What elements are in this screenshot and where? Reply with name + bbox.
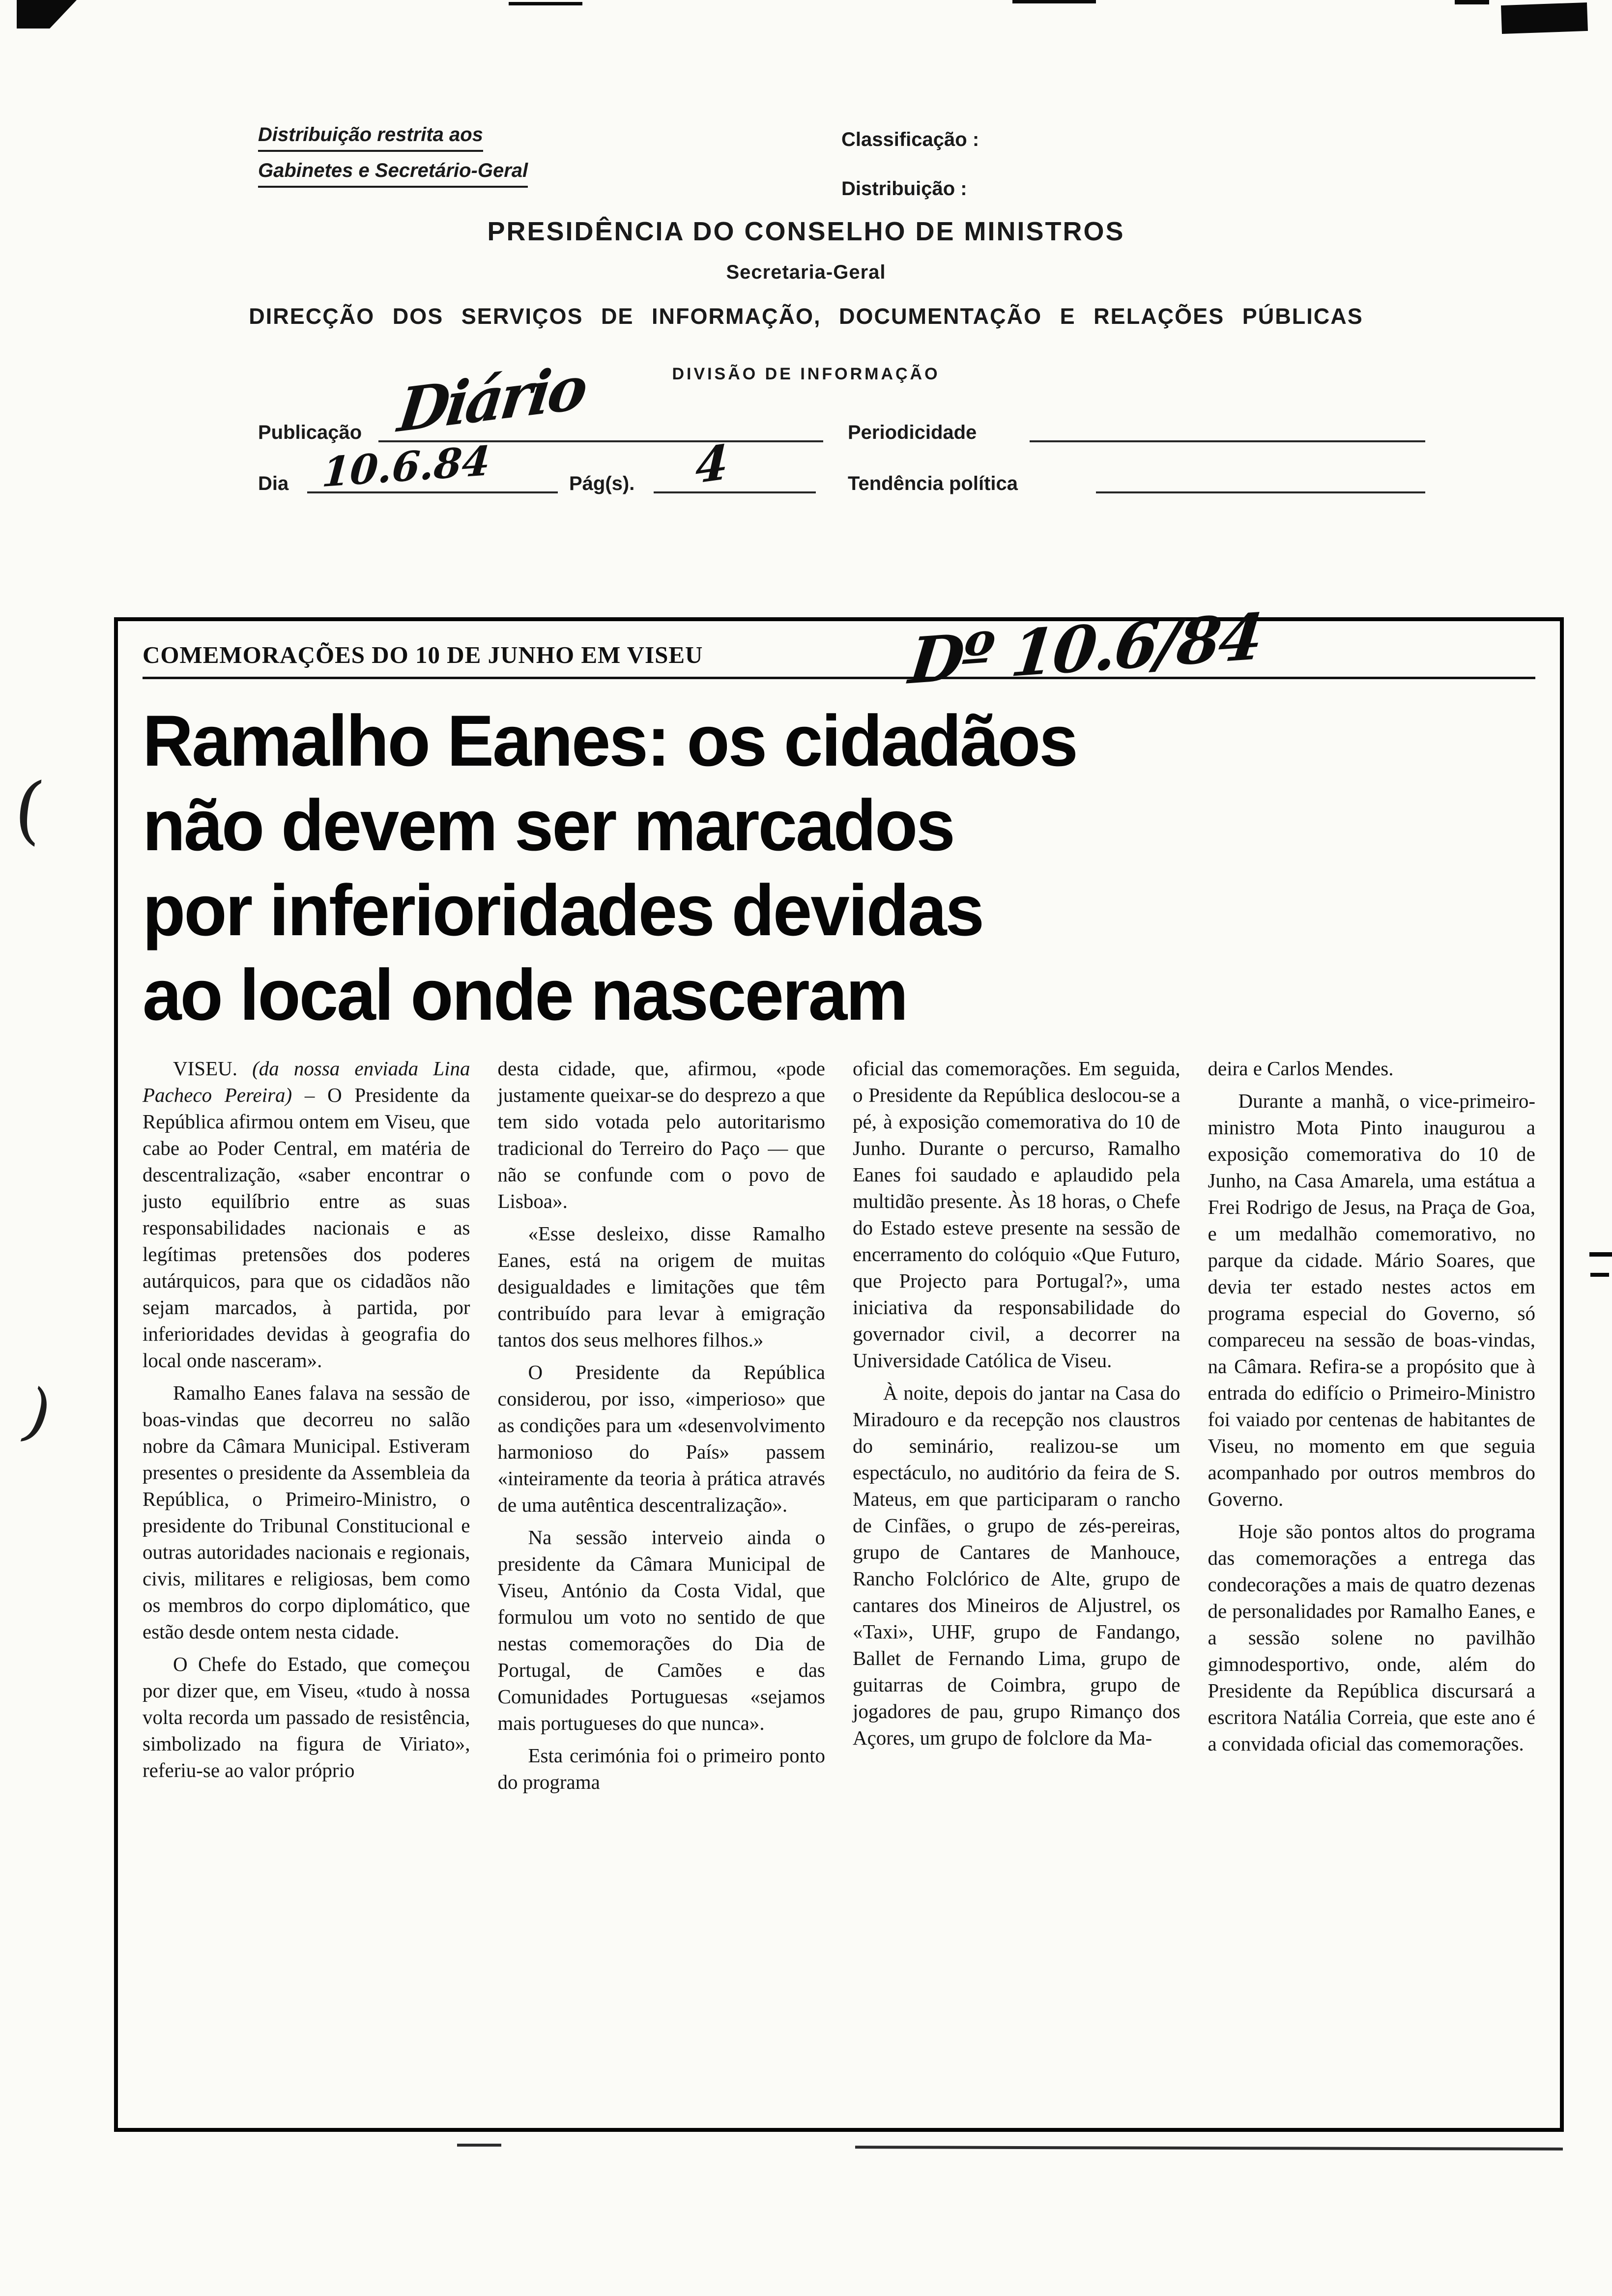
kicker-row xyxy=(143,600,1535,699)
publication-label: Publicação xyxy=(258,422,362,443)
scan-dash-top-center-2 xyxy=(1012,0,1096,3)
article-paragraph: O Presidente da República considerou, por isso, «imperioso» que as condições para um «desenvolvimento harmonioso do País» passem «inteiramente da teoria à prática através de uma autêntica descentralização». xyxy=(497,1361,825,1517)
article-paragraph: Durante a manhã, o vice-primeiro-ministro Mota Pinto inaugurou a exposição comemorativa do 10 de Junho, na Casa Amarela, uma estátua a Frei Rodrigo de Jesus, na Praça de Goa, e um medalhão comemorativo, no parque da cidade. Mário Soares, que devia ter estado nestes actos em programa especial do Governo, só compareceu na sessão de boas-vindas, na Câmara. Refira-se a propósito que à entrada do edifício o Primeiro-Ministro foi vaiado por centenas de habitantes de Viseu, no momento em que seguia acompanhado por outros membros do Governo. xyxy=(1208,1090,1535,1511)
tendency-label: Tendência política xyxy=(848,473,1018,494)
article-paragraph: Esta cerimónia foi o primeiro ponto do programa xyxy=(497,1744,825,1794)
article-paragraph: oficial das comemorações. Em seguida, o Presidente da República deslocou-se a pé, à exposição comemorativa do 10 de Junho. Durante o percurso, Ramalho Eanes foi saudado e aplaudido pela multidão presente. Às 18 horas, o Chefe do Estado esteve presente na sessão de encerramento do colóquio «Que Futuro, que Projecto para Portugal?», uma iniciativa da responsabilidade do governador civil, a decorrer na Universidade Católica de Viseu. xyxy=(853,1057,1180,1372)
article-column-1 xyxy=(143,1055,470,1801)
headline-line-3: por inferioridades devidas xyxy=(143,870,983,951)
scan-dash-bottom-2 xyxy=(457,2144,501,2147)
pen-margin-mark-open: ( xyxy=(10,765,48,854)
headline-line-2: não devem ser marcados xyxy=(143,785,954,866)
scan-dash-right-edge xyxy=(1589,1252,1612,1257)
org-title: PRESIDÊNCIA DO CONSELHO DE MINISTROS xyxy=(487,217,1125,246)
classification-label: Classificação : xyxy=(841,129,979,150)
article-paragraph: Hoje são pontos altos do programa das comemorações a entrega das condecorações a mais de quatro dezenas de personalidades por Ramalho Eanes, e a sessão solene no pavilhão gimnodesportivo, onde, além do Presidente da República discursará a escritora Natália Correia, que este ano é a convidada oficial das comemorações. xyxy=(1208,1520,1535,1755)
day-label: Dia xyxy=(258,473,289,494)
headline-line-1: Ramalho Eanes: os cidadãos xyxy=(143,701,1077,781)
day-handwritten-value: 10.6.84 xyxy=(320,437,492,497)
tendency-field-line xyxy=(1096,462,1425,493)
article-paragraph: desta cidade, que, afirmou, «pode justamente queixar-se do desprezo a que tem sido votada pelo autoritarismo tradicional do Terreiro do Paço — que não se confunde com o povo de Lisboa». xyxy=(497,1057,825,1213)
restricted-line-1: Distribuição restrita aos xyxy=(258,124,483,152)
handwritten-date-annotation: Dº 10.6/84 xyxy=(905,600,1265,699)
scan-dash-top-center xyxy=(509,2,582,5)
division-title: DIVISÃO DE INFORMAÇÃO xyxy=(672,365,940,383)
scan-mark-top-right xyxy=(1501,2,1588,34)
restricted-distribution-note xyxy=(258,124,528,196)
dateline: VISEU. xyxy=(173,1057,237,1080)
article-clipping-box xyxy=(114,600,1564,2132)
paragraph-text: O Presidente da República afirmou ontem em Viseu, que cabe ao Poder Central, em matéria de descentralização, «saber encontrar o justo equilíbrio entre as suas responsabilidades nacionais e as legítimas pretensões dos poderes autárquicos, para que os cidadãos não sejam marcados, à partida, por inferioridades devidas à geografia do local onde nasceram». xyxy=(143,1084,470,1372)
periodicity-field-line xyxy=(1030,411,1425,442)
article-kicker: COMEMORAÇÕES DO 10 DE JUNHO EM VISEU xyxy=(143,641,703,668)
scan-dash-right-edge-2 xyxy=(1590,1273,1609,1277)
article-paragraph: deira e Carlos Mendes. xyxy=(1208,1057,1394,1080)
scan-mark-top-left xyxy=(17,0,77,29)
article-columns xyxy=(143,1055,1535,1801)
pages-field-line xyxy=(654,462,816,493)
article-column-2 xyxy=(498,1055,826,1801)
pen-margin-mark-close: ) xyxy=(14,1374,61,1453)
headline-line-4: ao local onde nasceram xyxy=(143,955,907,1035)
byline: (da nossa enviada Lina Pacheco Pereira) – xyxy=(143,1057,470,1107)
org-subtitle: Secretaria-Geral xyxy=(726,261,886,283)
pages-label: Pág(s). xyxy=(569,473,635,494)
pages-handwritten-value: 4 xyxy=(694,433,729,495)
article-paragraph: Ramalho Eanes falava na sessão de boas-vindas que decorreu no salão nobre da Câmara Municipal. Estiveram presentes o presidente da Assembleia da República, o Primeiro-Ministro, o presidente do Tribunal Constitucional e outras autoridades nacionais e regionais, civis, militares e religiosas, bem como os membros do corpo diplomático, que estão desde ontem nesta cidade. xyxy=(143,1381,470,1643)
article-column-4 xyxy=(1208,1055,1536,1801)
article-paragraph: «Esse desleixo, disse Ramalho Eanes, está na origem de muitas desigualdades e limitações que têm contribuído para levar à emigração tantos dos seus melhores filhos.» xyxy=(497,1222,825,1351)
article-column-3 xyxy=(853,1055,1180,1801)
article-paragraph: Na sessão interveio ainda o presidente da Câmara Municipal de Viseu, António da Costa Vidal, que formulou um voto no sentido de que nestas comemorações do Dia de Portugal, de Camões e das Comunidades Portuguesas «sejamos mais portugueses do que nunca». xyxy=(497,1526,825,1735)
restricted-line-2: Gabinetes e Secretário-Geral xyxy=(258,160,528,188)
publication-handwritten-value: Diário xyxy=(394,352,589,446)
article-paragraph: O Chefe do Estado, que começou por dizer que, em Viseu, «tudo à nossa volta recorda um passado de resistência, simbolizado na figura de Viriato», referiu-se ao valor próprio xyxy=(143,1653,470,1782)
distribution-label: Distribuição : xyxy=(841,178,967,200)
article-headline xyxy=(143,699,1535,1037)
article-paragraph: À noite, depois do jantar na Casa do Miradouro e da recepção nos claustros do seminário, realizou-se um espectáculo, no auditório da feira de S. Mateus, em que participaram o rancho de Cinfães, o grupo de zés-pereiras, grupo de Cantares de Manhouce, Rancho Folclórico de Alte, grupo de cantares dos Mineiros de Aljustrel, os «Taxi», UHF, grupo de Fandango, Ballet de Fernando Lima, grupo de guitarras de Coimbra, grupo de jogadores de pau, grupo Rimanço dos Açores, um grupo de folclore da Ma- xyxy=(853,1381,1180,1750)
scan-dash-top-right xyxy=(1455,0,1489,4)
article-paragraph xyxy=(143,1055,470,1374)
periodicity-label: Periodicidade xyxy=(848,422,977,443)
scan-dash-bottom xyxy=(855,2146,1563,2151)
directorate-title: DIRECÇÃO DOS SERVIÇOS DE INFORMAÇÃO, DOCUMENTAÇÃO E RELAÇÕES PÚBLICAS xyxy=(249,304,1363,329)
